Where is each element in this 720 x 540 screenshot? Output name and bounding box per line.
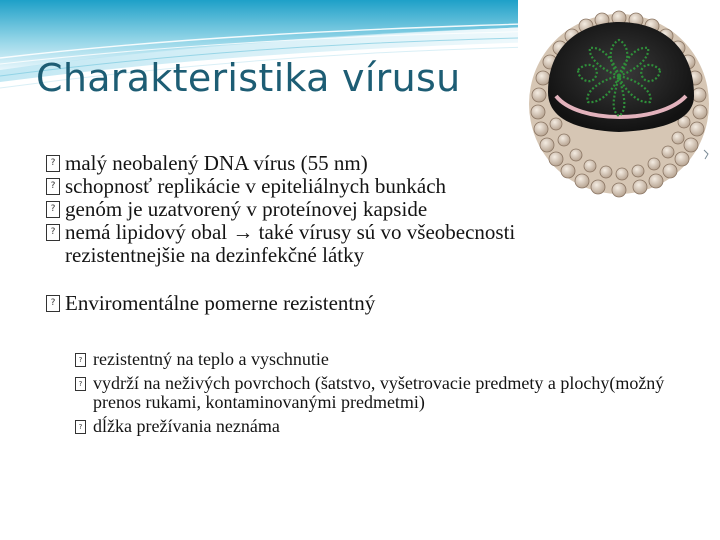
list-item (75, 350, 695, 369)
main-bullet-list (46, 152, 646, 315)
bullet-text: Enviromentálne pomerne rezistentný (65, 291, 376, 315)
list-item (46, 221, 635, 267)
bullet-glyph-icon: ? (46, 155, 60, 172)
bullet-glyph-icon: ? (46, 201, 60, 218)
list-item (75, 374, 693, 412)
list-item (46, 152, 646, 175)
slide-title: Charakteristika vírusu (36, 56, 461, 100)
bullet-glyph-icon: ? (75, 420, 86, 434)
bullet-glyph-icon: ? (46, 295, 60, 312)
bullet-text: genóm je uzatvorený v proteínovej kapside (65, 197, 428, 221)
list-item (75, 417, 695, 436)
bullet-text: nemá lipidový obal → také vírusy sú vo všeobecnosti rezistentnejšie na dezinfekčné látky (65, 220, 516, 267)
list-item (46, 292, 646, 315)
sub-bullet-text: vydrží na neživých povrchoch (šatstvo, vyšetrovacie predmety a plochy(možný prenos rukami, kontaminovanými predmetmi) (93, 373, 665, 412)
bullet-glyph-icon: ? (46, 178, 60, 195)
bullet-glyph-icon: ? (75, 377, 86, 391)
list-item (46, 198, 646, 221)
sub-bullet-text: rezistentný na teplo a vyschnutie (93, 349, 329, 369)
sub-bullet-text: dĺžka prežívania neznáma (93, 416, 280, 436)
bullet-text: malý neobalený DNA vírus (55 nm) (65, 151, 368, 175)
bullet-text: schopnosť replikácie v epiteliálnych bunkách (65, 174, 447, 198)
bullet-glyph-icon: ? (46, 224, 60, 241)
sub-bullet-list (75, 350, 695, 441)
bullet-glyph-icon: ? (75, 353, 86, 367)
list-item (46, 175, 646, 198)
